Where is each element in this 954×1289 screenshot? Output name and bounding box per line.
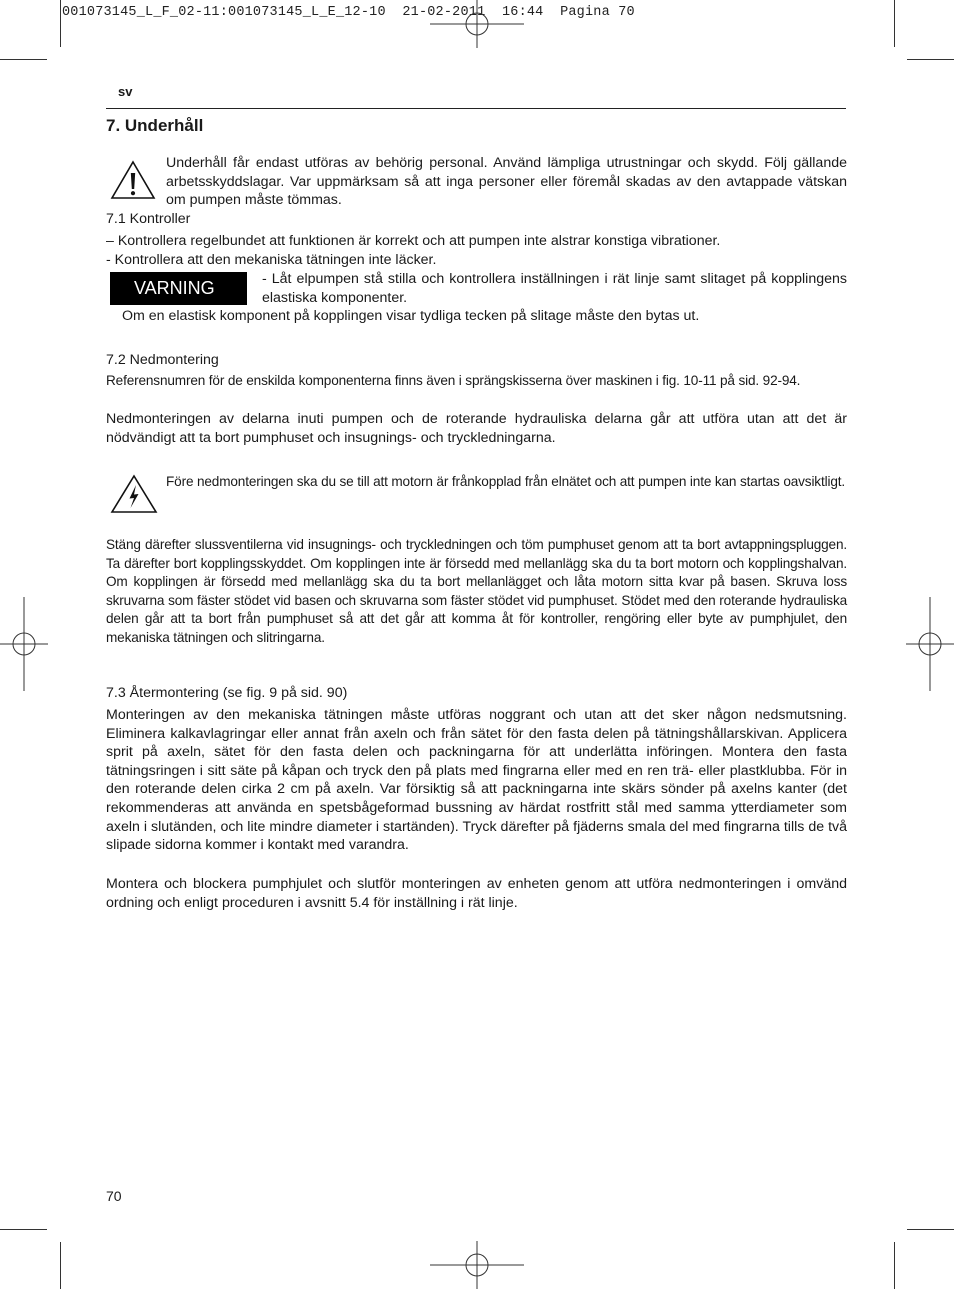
- paragraph: Nedmonteringen av delarna inuti pumpen och de roterande hydrauliska delarna går att utföra utan att det är nödvändigt att ta bort pumphuset och insugnings- och tryckledningarna.: [106, 411, 847, 446]
- header-rule: [106, 108, 846, 109]
- paragraph: Montera och blockera pumphjulet och slutför monteringen av enheten genom att utföra nedmonteringen i omvänd ordning och enligt proceduren i avsnitt 5.4 för inställning i rät linje.: [106, 876, 847, 911]
- list-item: - Kontrollera att den mekaniska tätningen inte läcker.: [106, 252, 437, 268]
- section-title: 7. Underhåll: [106, 116, 204, 135]
- caution-text: Underhåll får endast utföras av behörig personal. Använd lämpliga utrustningar och skydd. Följ gällande arbetsskyddslagar. Var uppmärksam så att inga personer eller föremål skadas av den avtappade vätskan om pumpen måste tömmas.: [166, 155, 847, 209]
- list-item: – Kontrollera regelbundet att funktionen är korrekt och att pumpen inte alstrar konstiga vibrationer.: [106, 233, 721, 249]
- exclamation-warning-icon: [110, 160, 156, 200]
- subsection-title-7-3: 7.3 Återmontering (se fig. 9 på sid. 90): [106, 685, 348, 701]
- subsection-title-7-1: 7.1 Kontroller: [106, 211, 191, 227]
- note-text: Om en elastisk komponent på kopplingen visar tydliga tecken på slitage måste den bytas ut.: [122, 308, 700, 324]
- paragraph: Referensnumren för de enskilda komponenterna finns även i sprängskisserna över maskinen i fig. 10-11 på sid. 92-94.: [106, 373, 801, 388]
- electric-warning-text: Före nedmonteringen ska du se till att motorn är frånkopplad från elnätet och att pumpen inte kan startas oavsiktligt.: [166, 474, 845, 489]
- paragraph: Stäng därefter slussventilerna vid insugnings- och tryckledningen och töm pumphuset genom att ta bort avtappningspluggen. Ta därefter bort kopplingsskyddet. Om kopplingen inte är försedd med mellanlägg ska du ta bort motorn och kopplingshalvan. Om kopplingen är försedd med mellanlägg ska du ta bort mellanlägget och låta motorn sitta kvar på basen. Skruva loss skruvarna som fäster stödet vid basen och skruvarna som fäster stödet vid pumphuset. Stödet med den roterande hydrauliska delen går att ta bort från pumphuset så att det går att komma åt för kontroller, rengöring eller byte av pumphjulet, den mekaniska tätningen och slitringarna.: [106, 537, 847, 645]
- electric-hazard-icon: [110, 474, 158, 514]
- language-tag: sv: [118, 84, 133, 99]
- page-number: 70: [106, 1188, 122, 1204]
- print-slug: 001073145_L_F_02-11:001073145_L_E_12-10 21-02-2011 16:44 Pagina 70: [62, 5, 635, 20]
- paragraph: Monteringen av den mekaniska tätningen måste utföras noggrant och utan att det sker någon nedsmutsning. Eliminera kalkavlagringar eller annat från axeln och från sätet för den fasta delen på tätningshållarskivan. Applicera sprit på axeln, sätet för den fasta delen och packningarna för att underlätta införingen. Montera den fasta tätningsringen i sitt säte på kåpan och tryck den på plats med fingrarna eller med en ren trä- eller plastklubba. För in den roterande delen cirka 2 cm på axeln. Var försiktig så att packningarna inte skärs sönder på axelns kanter (det rekommenderas att använda en spetsbågeformad bussning av härdat rostfritt stål med samma ytterdiameter som axeln i slutänden, och lite mindre diameter i startänden). Tryck därefter på fjäderns smala del med fingrarna tills de två slipade sidorna kommer i kontakt med varandra.: [106, 707, 847, 854]
- warning-text: - Låt elpumpen stå stilla och kontrollera inställningen i rät linje samt slitaget på kopplingens elastiska komponenter.: [262, 271, 847, 306]
- subsection-title-7-2: 7.2 Nedmontering: [106, 352, 219, 368]
- warning-label: VARNING: [110, 272, 247, 305]
